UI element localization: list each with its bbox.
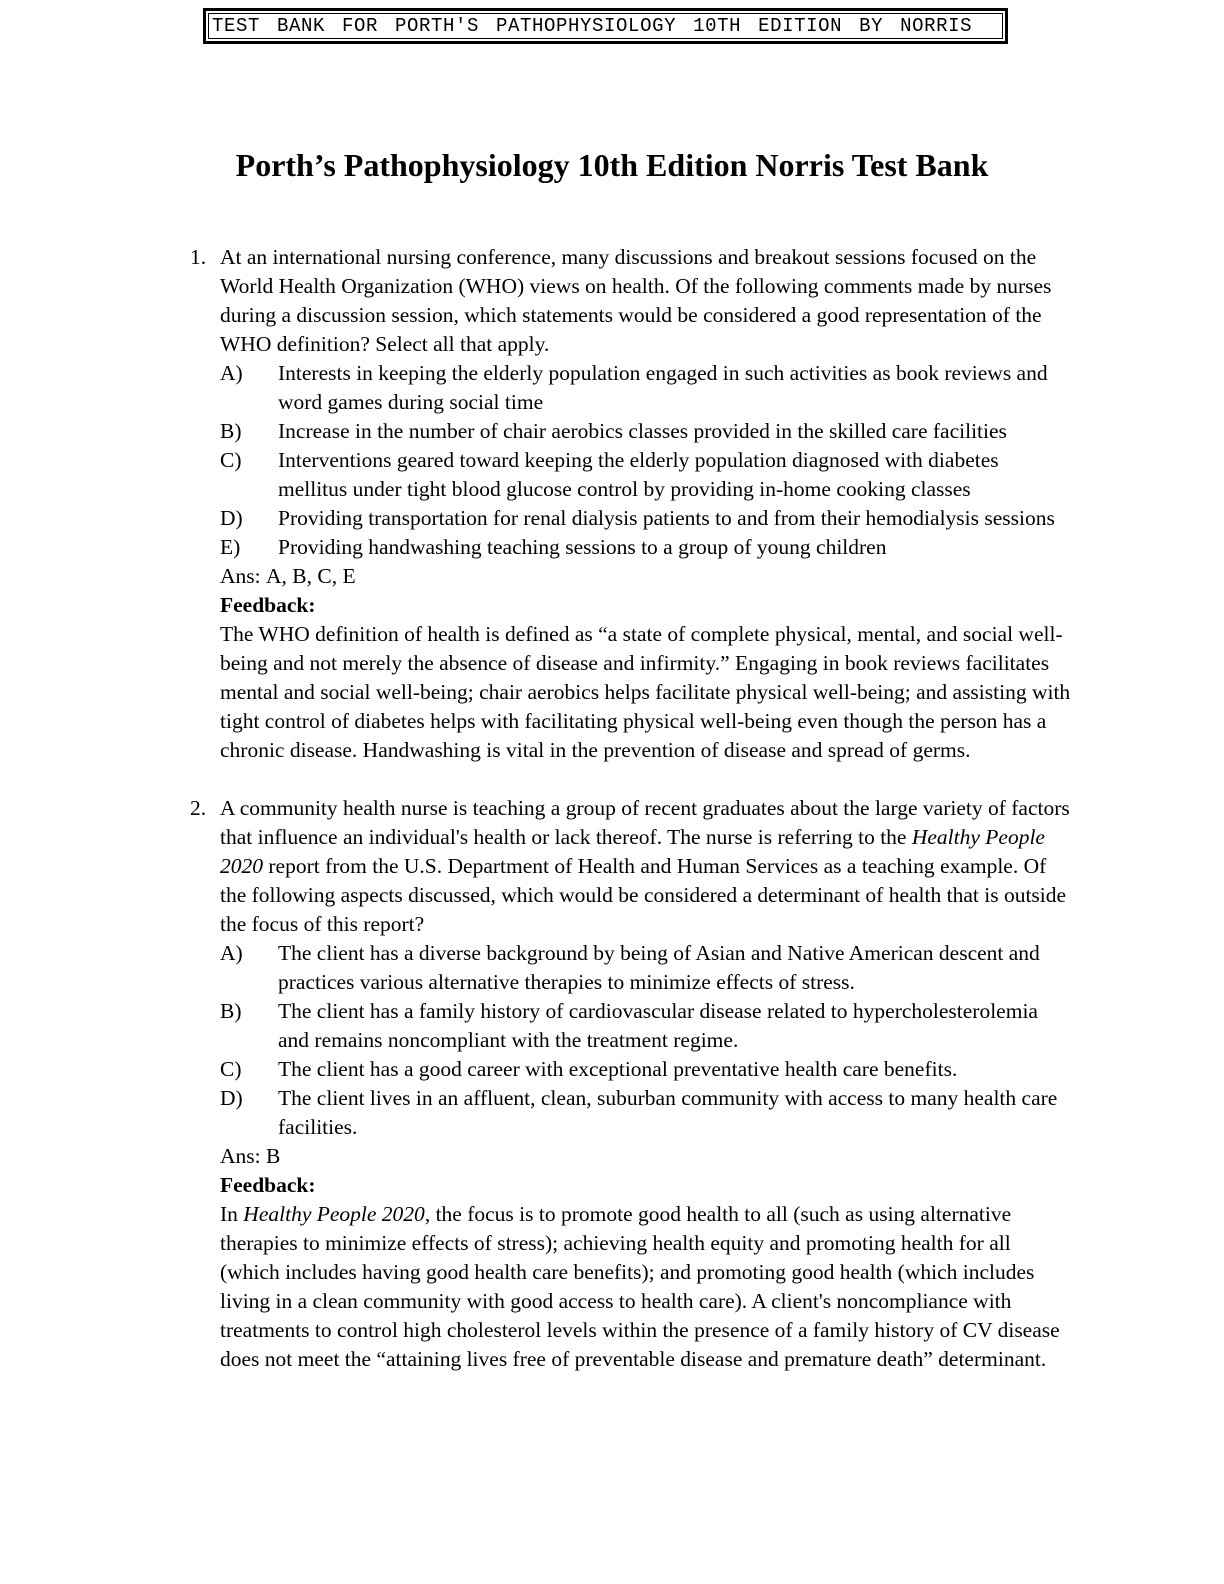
option-letter: E) (220, 535, 241, 559)
feedback-paragraph (220, 620, 1071, 765)
question-number: 1. (190, 245, 207, 269)
option-text: The client has a diverse background by being of Asian and Native American descent and practices various alternative therapies to minimize effects of stress. (278, 941, 1040, 994)
page-title: Porth’s Pathophysiology 10th Edition Norris Test Bank (235, 147, 989, 183)
text-run: report from the U.S. Department of Health and Human Services as a teaching example. Of the following aspects discussed, which would be considered a determinant of health that is outside the focus of this report? (220, 854, 1067, 936)
option-letter: C) (220, 1057, 242, 1081)
questions-list (153, 243, 1071, 1374)
answer-label: Ans: (220, 564, 261, 588)
question-stem (220, 243, 1071, 359)
options-list (220, 359, 1071, 562)
option-row (220, 1084, 1071, 1142)
feedback-label: Feedback: (220, 1173, 316, 1197)
question-number: 2. (190, 796, 207, 820)
option-letter: B) (220, 999, 242, 1023)
option-text: The client has a family history of cardiovascular disease related to hypercholesterolemia and remains noncompliant with the treatment regime. (278, 999, 1038, 1052)
option-row (220, 417, 1071, 446)
option-row (220, 997, 1071, 1055)
question-body (220, 243, 1071, 765)
option-letter: A) (220, 361, 243, 385)
italic-text-run: Healthy People 2020 (243, 1202, 425, 1226)
answer-value: B (260, 1144, 281, 1168)
option-text: The client lives in an affluent, clean, suburban community with access to many health care facilities. (278, 1086, 1058, 1139)
answer-value: A, B, C, E (260, 564, 356, 588)
text-run: A community health nurse is teaching a group of recent graduates about the large variety of factors that influence an individual's health or lack thereof. The nurse is referring to the (220, 796, 1070, 849)
answer-line (220, 562, 1071, 591)
option-row (220, 504, 1071, 533)
feedback-paragraph (220, 1200, 1071, 1374)
option-letter: A) (220, 941, 243, 965)
option-letter: D) (220, 1086, 243, 1110)
question-body (220, 794, 1071, 1374)
text-run: The WHO definition of health is defined as “a state of complete physical, mental, and social well-being and not merely the absence of disease and infirmity.” Engaging in book reviews facilitates mental and social well-being; chair aerobics helps facilitate physical well-being; and assisting with tight control of diabetes helps with facilitating physical well-being even though the person has a chronic disease. Handwashing is vital in the prevention of disease and spread of germs. (220, 622, 1071, 762)
option-text: Providing transportation for renal dialysis patients to and from their hemodialysis sessions (278, 506, 1055, 530)
question-item (153, 794, 1071, 1374)
test-bank-banner-text: TEST BANK FOR PORTH'S PATHOPHYSIOLOGY 10TH EDITION BY NORRIS (208, 13, 1003, 39)
option-text: The client has a good career with exceptional preventative health care benefits. (278, 1057, 958, 1081)
option-letter: D) (220, 506, 243, 530)
text-run: At an international nursing conference, many discussions and breakout sessions focused on the World Health Organization (WHO) views on health. Of the following comments made by nurses during a discussion session, which statements would be considered a good representation of the WHO definition? Select all that apply. (220, 245, 1052, 356)
option-row (220, 359, 1071, 417)
options-list (220, 939, 1071, 1142)
question-stem (220, 794, 1071, 939)
text-run: , the focus is to promote good health to all (such as using alternative therapies to minimize effects of stress); achieving health equity and promoting health for all (which includes having good health care benefits); and promoting good health (which includes living in a clean community with good access to health care). A client's noncompliance with treatments to control high cholesterol levels within the presence of a family history of CV disease does not meet the “attaining lives free of preventable disease and premature death” determinant. (220, 1202, 1060, 1371)
text-run: In (220, 1202, 244, 1226)
option-row (220, 1055, 1071, 1084)
option-text: Interventions geared toward keeping the elderly population diagnosed with diabetes mellitus under tight blood glucose control by providing in-home cooking classes (278, 448, 999, 501)
option-letter: C) (220, 448, 242, 472)
italic-text-run: Healthy People 2020 (220, 825, 1045, 878)
question-item (153, 243, 1071, 765)
option-row (220, 939, 1071, 997)
option-text: Increase in the number of chair aerobics classes provided in the skilled care facilities (278, 419, 1007, 443)
option-letter: B) (220, 419, 242, 443)
option-row (220, 446, 1071, 504)
feedback-label: Feedback: (220, 593, 316, 617)
option-text: Providing handwashing teaching sessions to a group of young children (278, 535, 887, 559)
test-bank-banner (203, 8, 1008, 44)
option-row (220, 533, 1071, 562)
option-text: Interests in keeping the elderly population engaged in such activities as book reviews and word games during social time (278, 361, 1048, 414)
answer-label: Ans: (220, 1144, 261, 1168)
answer-line (220, 1142, 1071, 1171)
